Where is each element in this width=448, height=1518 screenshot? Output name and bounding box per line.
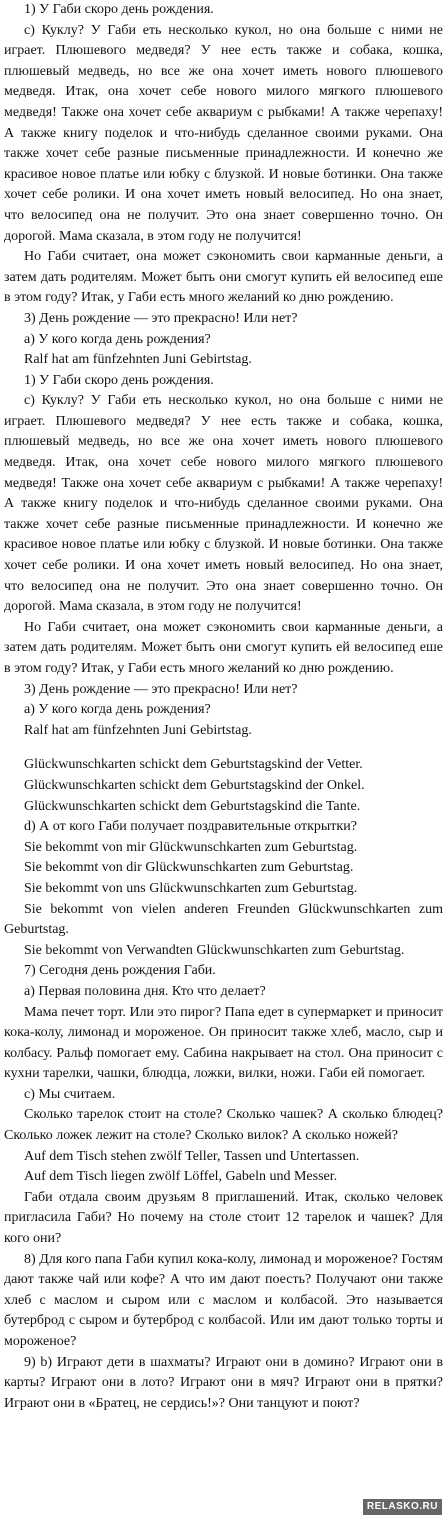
paragraph-3: Но Габи считает, она может сэкономить свои карманные деньги, а затем дать родителям. Может быть они смогут купить ей велосипед еше в этом году? Итак, у Габи есть много желаний ко дню рождению.	[4, 249, 443, 306]
paragraph-14: Glückwunschkarten schickt dem Geburtstagskind der Onkel.	[24, 777, 365, 793]
paragraph-12: Ralf hat am fünfzehnten Juni Gebirtstag.	[24, 722, 252, 738]
paragraph-20: Sie bekommt von vielen anderen Freunden Glückwunschkarten zum Geburtstag.	[4, 901, 443, 938]
paragraph-25: с) Мы считаем.	[24, 1086, 116, 1102]
paragraph-7: 1) У Габи скоро день рождения.	[24, 372, 214, 388]
paragraph-28: Auf dem Tisch liegen zwölf Löffel, Gabeln und Messer.	[24, 1169, 338, 1185]
paragraph-1: 1) У Габи скоро день рождения.	[24, 2, 214, 17]
paragraph-21: Sie bekommt von Verwandten Glückwunschkarten zum Geburtstag.	[24, 942, 405, 958]
paragraph-23: а) Первая половина дня. Кто что делает?	[24, 983, 266, 999]
paragraph-5: а) У кого когда день рождения?	[24, 331, 211, 347]
section-gap	[4, 741, 443, 755]
paragraph-27: Auf dem Tisch stehen zwölf Teller, Tassen und Untertassen.	[24, 1148, 360, 1164]
paragraph-6: Ralf hat am fünfzehnten Juni Gebirtstag.	[24, 352, 252, 368]
paragraph-4: 3) День рождение — это прекрасно! Или нет?	[24, 310, 298, 326]
paragraph-19: Sie bekommt von uns Glückwunschkarten zum Geburtstag.	[24, 880, 358, 896]
paragraph-8: с) Куклу? У Габи еть несколько кукол, но она больше с ними не играет. Плюшевого медведя? У нее есть также и собака, кошка, плюшевый медведь, но все же она хочет иметь нового плюшевого медведя. Итак, она хочет себе нового милого мягкого плюшевого медведя! Также она хочет себе аквариум с рыбками! А также черепаху! А также книгу поделок и что-нибудь сделанное своими руками. Она также хочет себе разные письменные принадлежности. И конечно же красивое новое платье или юбку с блузкой. И новые ботинки. Она также хочет себе ролики. И она хочет иметь новый велосипед. Но она знает, что велосипед она не получит. Это она знает совершенно точно. Он дорогой. Мама сказала, в этом году не получится!	[4, 393, 443, 615]
paragraph-30: 8) Для кого папа Габи купил кока-колу, лимонад и мороженое? Гостям дают также чай или кофе? А что им дают поесть? Получают они также хлеб с маслом и сыром или с маслом и колбасой. Это называется бутерброд с сыром и бутерброд с колбасой. Или им дают только торты и мороженое?	[4, 1251, 443, 1349]
paragraph-15: Glückwunschkarten schickt dem Geburtstagskind die Tante.	[24, 798, 361, 814]
paragraph-31: 9) b) Играют дети в шахматы? Играют они в домино? Играют они в карты? Играют они в лото? Играют они в мяч? Играют они в прятки? Играют они в «Братец, не сердись!»? Они танцуют и поют?	[4, 1354, 443, 1411]
paragraph-17: Sie bekommt von mir Glückwunschkarten zum Geburtstag.	[24, 839, 358, 855]
paragraph-22: 7) Сегодня день рождения Габи.	[24, 963, 216, 979]
paragraph-10: 3) День рождение — это прекрасно! Или нет?	[24, 681, 298, 697]
paragraph-16: d) А от кого Габи получает поздравительные открытки?	[24, 819, 357, 835]
site-watermark: RELASKO.RU	[363, 1499, 442, 1515]
paragraph-26: Сколько тарелок стоит на столе? Сколько чашек? А сколько блюдец? Сколько ложек лежит на столе? Сколько вилок? А сколько ножей?	[4, 1107, 443, 1144]
paragraph-9: Но Габи считает, она может сэкономить свои карманные деньги, а затем дать родителям. Может быть они смогут купить ей велосипед еше в этом году? Итак, у Габи есть много желаний ко дню рождению.	[4, 619, 443, 676]
paragraph-11: а) У кого когда день рождения?	[24, 702, 211, 718]
paragraph-18: Sie bekommt von dir Glückwunschkarten zum Geburtstag.	[24, 860, 354, 876]
paragraph-24: Мама печет торт. Или это пирог? Папа едет в супермаркет и приносит кока-колу, лимонад и мороженое. Он приносит также хлеб, масло, сыр и колбасу. Ральф помогает ему. Сабина накрывает на стол. Она приносит с кухни тарелки, чашки, блюдца, ложки, вилки, ножи. Габи ей помогает.	[4, 1004, 443, 1082]
paragraph-13: Glückwunschkarten schickt dem Geburtstagskind der Vetter.	[24, 757, 363, 773]
paragraph-29: Габи отдала своим друзьям 8 приглашений. Итак, сколько человек пригласила Габи? Но почему на столе стоит 12 тарелок и чашек? Для кого они?	[4, 1189, 443, 1247]
paragraph-2: с) Куклу? У Габи еть несколько кукол, но она больше с ними не играет. Плюшевого медведя? У нее есть также и собака, кошка, плюшевый медведь, но все же она хочет иметь нового плюшевого медведя. Итак, она хочет себе нового милого мягкого плюшевого медведя! Также она хочет себе аквариум с рыбками! А также черепаху! А также книгу поделок и что-нибудь сделанное своими руками. Она также хочет себе разные письменные принадлежности. И конечно же красивое новое платье или юбку с блузкой. И новые ботинки. Она также хочет себе ролики. И она хочет иметь новый велосипед. Но она знает, что велосипед она не получит. Это она знает совершенно точно. Он дорогой. Мама сказала, в этом году не получится!	[4, 22, 443, 244]
